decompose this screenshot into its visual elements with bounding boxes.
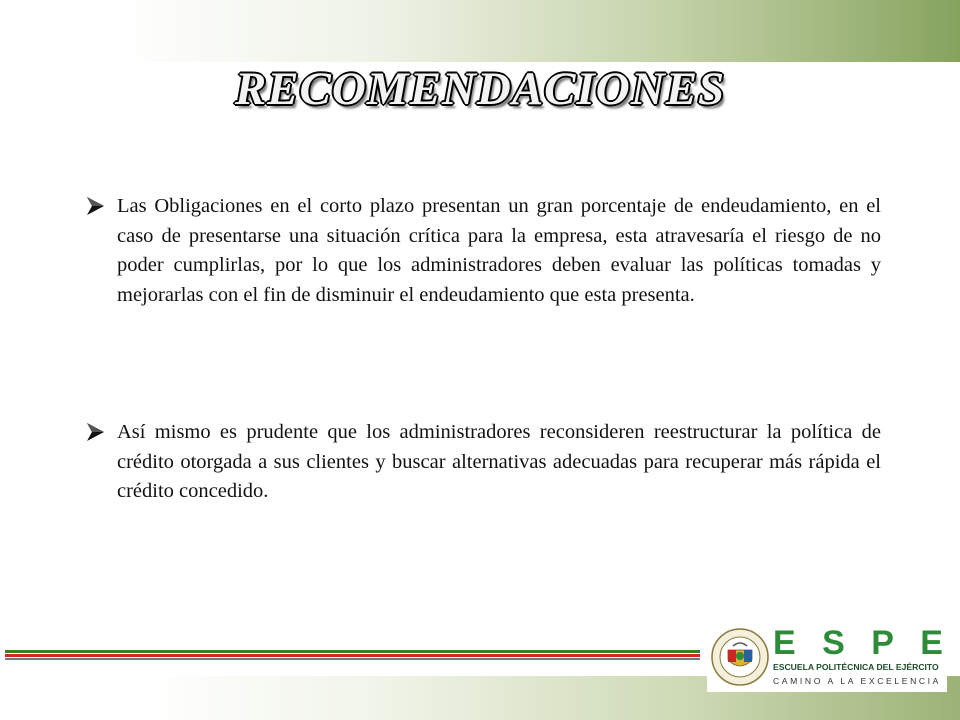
arrow-bullet-icon [84,421,106,443]
bullet-text-2: Así mismo es prudente que los administradores reconsideren reestructurar la política de crédito otorgada a sus clientes y buscar alternativas adecuadas para recuperar más rápida el crédito concedido. [117,421,881,503]
university-crest-icon [711,628,769,686]
espe-wordmark [773,624,943,662]
institution-name: ESCUELA POLITÉCNICA DEL EJÉRCITO [773,662,939,672]
slide-title: RECOMENDACIONES [234,63,726,115]
espe-letter: P [871,624,894,662]
espe-letter: S [822,624,845,662]
espe-logo [707,624,947,692]
espe-letter: E [920,624,943,662]
bullet-item-1 [84,192,881,310]
footer-divider [5,650,700,664]
divider-line-gray [5,658,700,660]
bullet-item-2 [84,418,881,507]
divider-line-green [5,650,700,653]
arrow-bullet-icon [84,195,106,217]
institution-motto: CAMINO A LA EXCELENCIA [773,676,942,686]
bullet-text-1: Las Obligaciones en el corto plazo presentan un gran porcentaje de endeudamiento, en el caso de presentarse una situación crítica para la empresa, esta atravesaría el riesgo de no poder cumplirlas, por lo que los administradores deben evaluar las políticas tomadas y mejorarlas con el fin de disminuir el endeudamiento que esta presenta. [117,195,881,306]
espe-letter: E [773,624,796,662]
divider-line-red [5,654,700,657]
top-gradient-band [0,0,960,62]
